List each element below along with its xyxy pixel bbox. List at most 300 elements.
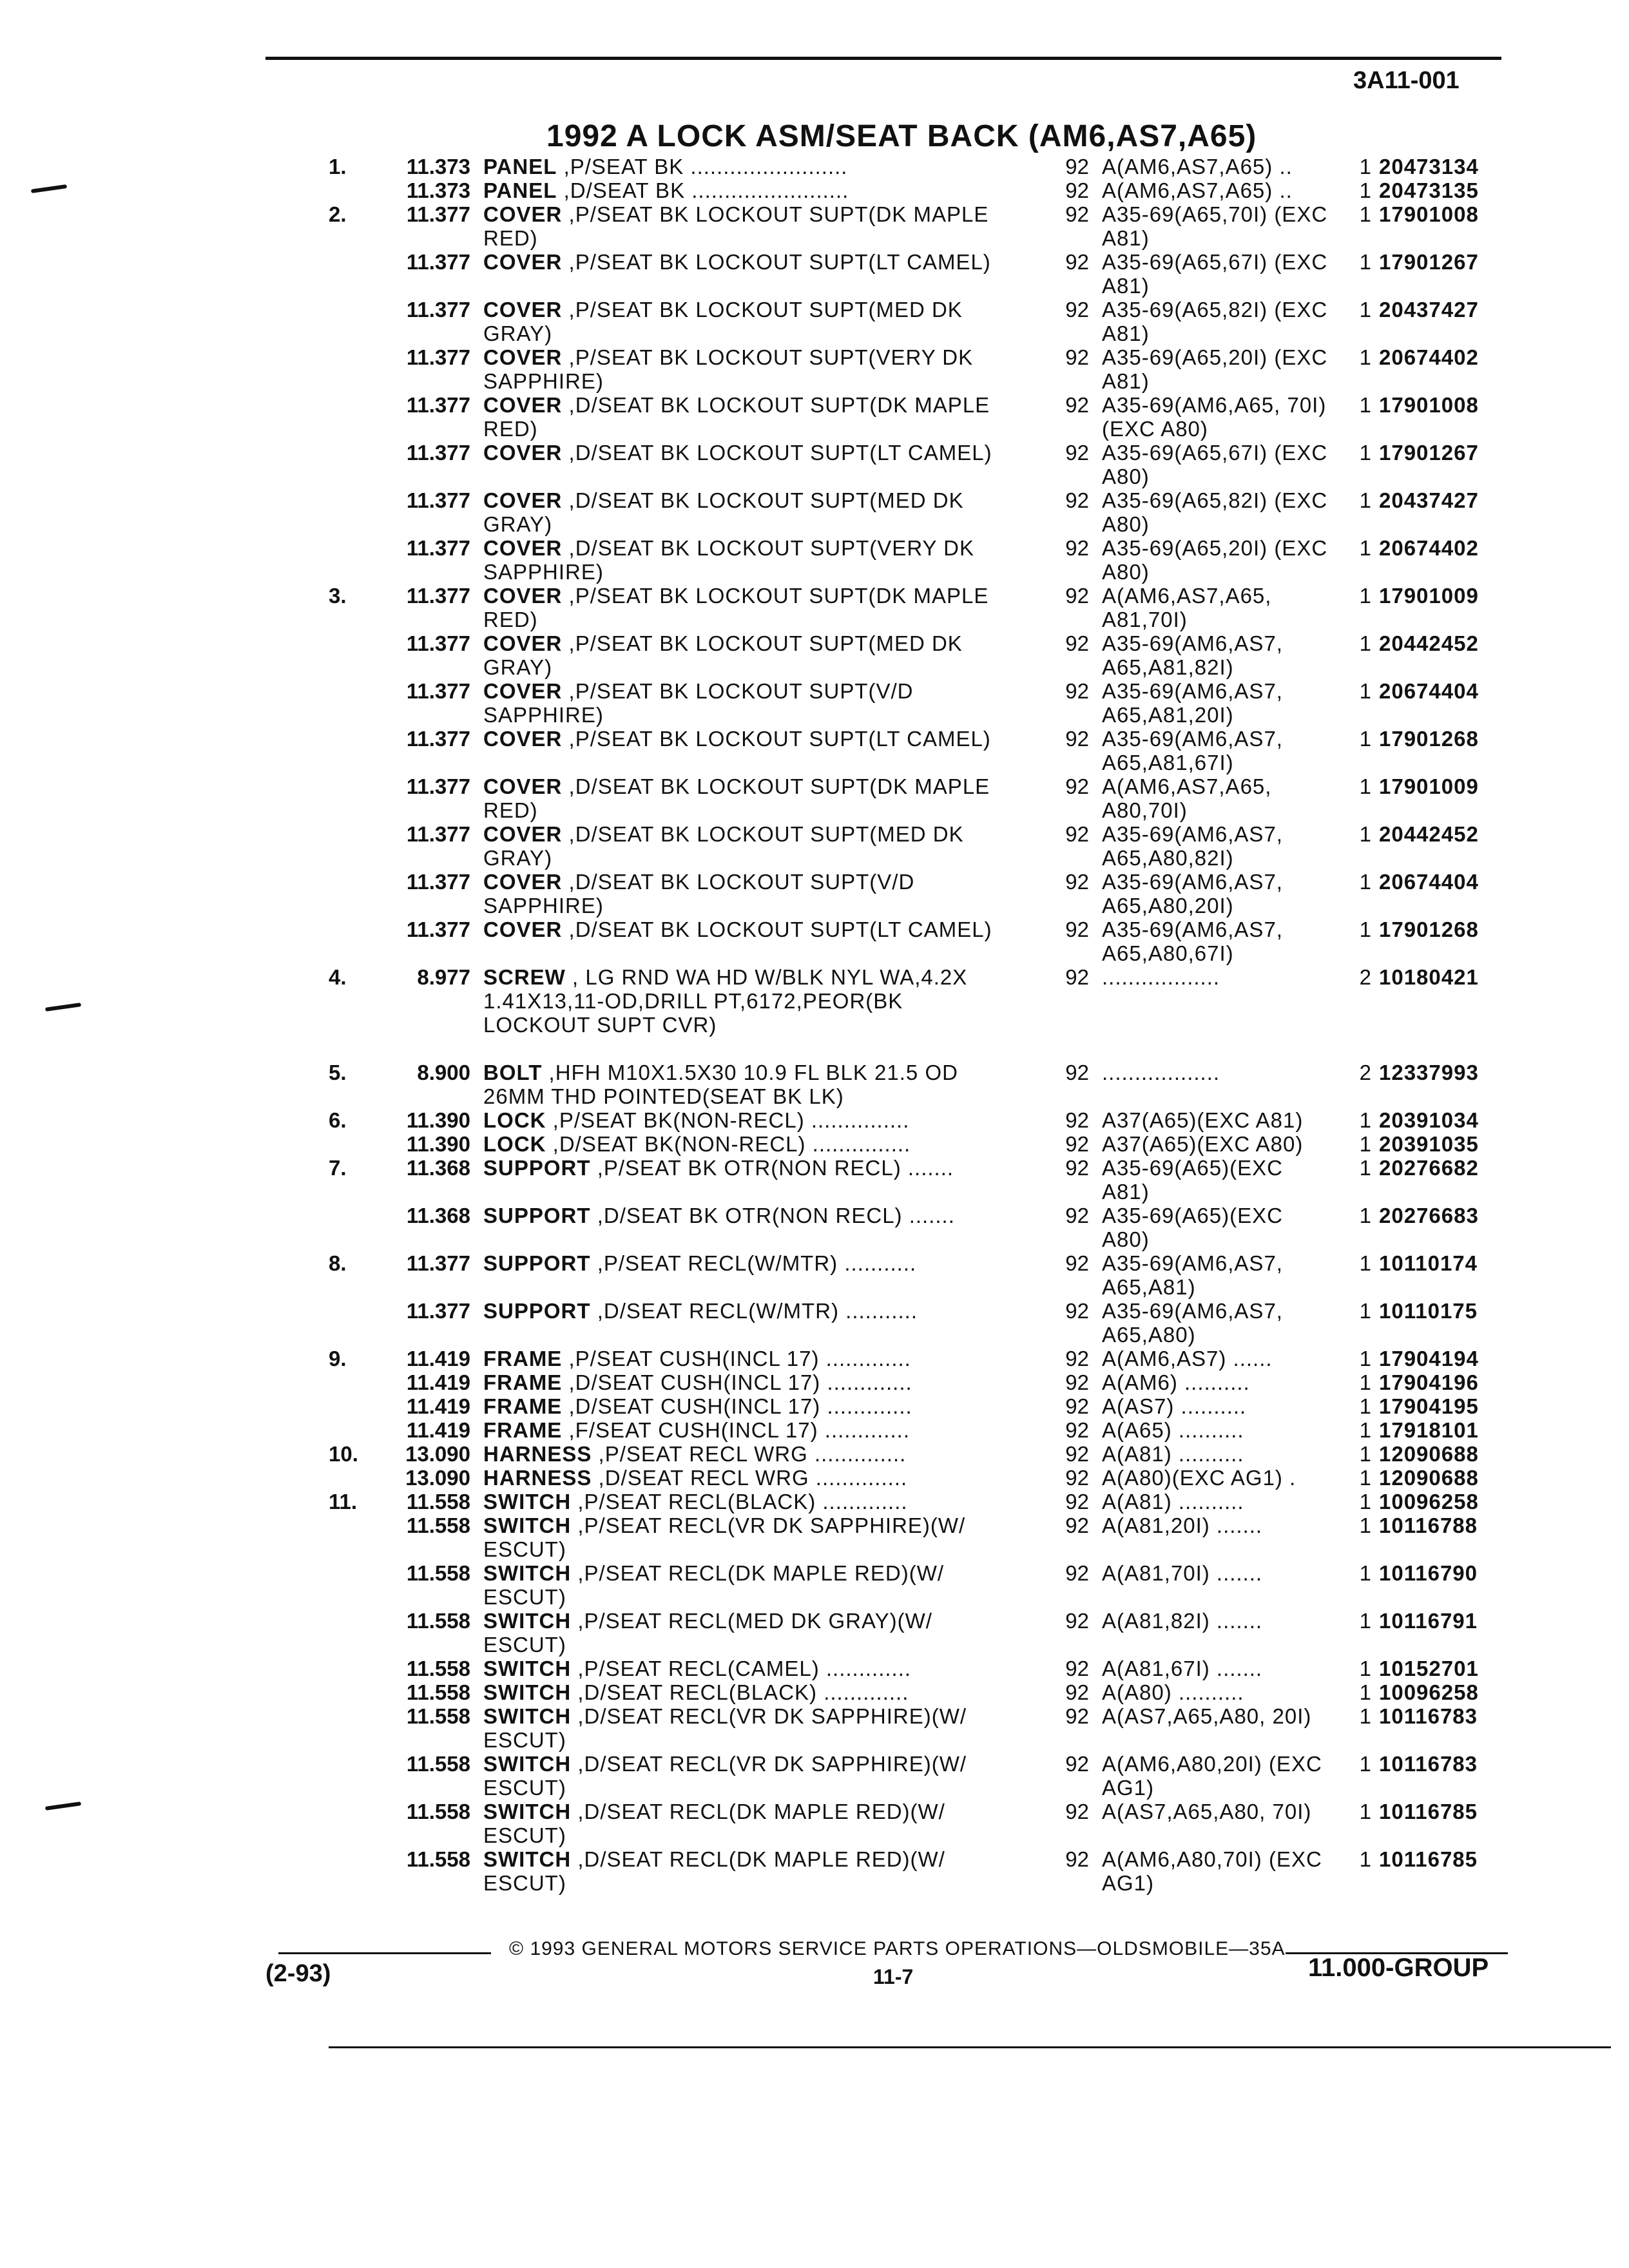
model-year: 92 <box>1065 1466 1089 1490</box>
illustration-number: 2. <box>329 202 347 226</box>
illustration-number: 10. <box>329 1442 358 1466</box>
part-number: 20391035 <box>1379 1132 1479 1156</box>
model-year: 92 <box>1065 393 1089 417</box>
part-detail: ,P/SEAT BK(NON-RECL) ............... <box>546 1108 910 1132</box>
part-name: COVER <box>483 918 563 941</box>
model-usage: A(A81,70I) ....... <box>1102 1561 1263 1585</box>
part-description <box>483 727 1012 751</box>
table-row <box>0 1704 1629 1752</box>
model-year: 92 <box>1065 1442 1089 1466</box>
part-detail: ,P/SEAT BK LOCKOUT SUPT(DK MAPLE RED) <box>483 584 989 631</box>
part-number: 17901009 <box>1379 584 1479 608</box>
model-usage: A35-69(A65)(EXC A80) <box>1102 1204 1283 1251</box>
part-name: COVER <box>483 774 563 798</box>
quantity: 1 <box>1359 1442 1371 1466</box>
illustration-number: 8. <box>329 1251 347 1275</box>
part-number: 10152701 <box>1379 1657 1479 1680</box>
part-detail: ,P/SEAT BK ........................ <box>557 155 848 178</box>
quantity: 1 <box>1359 1657 1371 1680</box>
table-row <box>0 822 1629 870</box>
part-name: BOLT <box>483 1061 543 1084</box>
quantity: 1 <box>1359 1752 1371 1776</box>
part-number: 10116785 <box>1379 1800 1478 1823</box>
model-usage: A(AS7) .......... <box>1102 1394 1247 1418</box>
part-detail: ,D/SEAT RECL(BLACK) ............. <box>571 1680 909 1704</box>
part-description <box>483 202 1012 250</box>
part-detail: ,D/SEAT BK LOCKOUT SUPT(MED DK GRAY) <box>483 488 964 536</box>
model-year: 92 <box>1065 1394 1089 1418</box>
table-row <box>0 202 1629 250</box>
part-name: SWITCH <box>483 1490 572 1514</box>
part-name: SWITCH <box>483 1704 572 1728</box>
part-description <box>483 631 1012 679</box>
footer-rule-left <box>278 1952 491 1954</box>
model-year: 92 <box>1065 1299 1089 1323</box>
table-row <box>0 1800 1629 1847</box>
part-name: COVER <box>483 298 563 322</box>
model-usage: A(A81) .......... <box>1102 1442 1244 1466</box>
part-number: 20473135 <box>1379 178 1479 202</box>
model-year: 92 <box>1065 1800 1089 1823</box>
model-usage: A35-69(A65,20I) (EXC A80) <box>1102 536 1328 584</box>
quantity: 1 <box>1359 918 1371 941</box>
quantity: 1 <box>1359 488 1371 512</box>
part-description <box>483 1347 1012 1370</box>
part-description <box>483 822 1012 870</box>
part-name: SWITCH <box>483 1561 572 1585</box>
quantity: 1 <box>1359 1514 1371 1537</box>
part-number: 10096258 <box>1379 1490 1479 1514</box>
illustration-number: 11. <box>329 1490 358 1514</box>
page-title: 1992 A LOCK ASM/SEAT BACK (AM6,AS7,A65) <box>546 119 1257 153</box>
part-detail: ,P/SEAT BK LOCKOUT SUPT(MED DK GRAY) <box>483 631 963 679</box>
part-description <box>483 178 1012 202</box>
model-usage: A35-69(A65)(EXC A81) <box>1102 1156 1283 1204</box>
part-number: 17901268 <box>1379 918 1479 941</box>
bottom-rule <box>329 2046 1611 2048</box>
parts-list <box>0 155 1629 1895</box>
part-detail: ,D/SEAT BK LOCKOUT SUPT(LT CAMEL) <box>562 441 992 465</box>
part-number: 10110175 <box>1379 1299 1478 1323</box>
model-usage: A35-69(A65,20I) (EXC A81) <box>1102 345 1328 393</box>
group-number: 11.558 <box>406 1490 470 1514</box>
model-year: 92 <box>1065 298 1089 322</box>
part-description <box>483 488 1012 536</box>
part-number: 20276682 <box>1379 1156 1479 1180</box>
top-rule <box>265 57 1501 60</box>
quantity: 1 <box>1359 1490 1371 1514</box>
model-usage: A(A65) .......... <box>1102 1418 1244 1442</box>
model-usage: .................. <box>1102 965 1220 989</box>
table-row <box>0 1347 1629 1370</box>
model-usage: A(AM6,A80,20I) (EXC AG1) <box>1102 1752 1322 1800</box>
part-detail: ,D/SEAT RECL(DK MAPLE RED)(W/ ESCUT) <box>483 1847 945 1895</box>
model-year: 92 <box>1065 631 1089 655</box>
illustration-number: 4. <box>329 965 347 989</box>
model-year: 92 <box>1065 536 1089 560</box>
model-usage: A(AM6,AS7,A65, A81,70I) <box>1102 584 1272 631</box>
page-number: 11-7 <box>873 1965 914 1988</box>
part-detail: ,D/SEAT RECL WRG .............. <box>592 1466 908 1490</box>
table-row <box>0 1514 1629 1561</box>
part-name: COVER <box>483 488 563 512</box>
part-detail: ,HFH M10X1.5X30 10.9 FL BLK 21.5 OD 26MM THD POINTED(SEAT BK LK) <box>483 1061 958 1108</box>
group-number: 11.419 <box>406 1347 470 1370</box>
group-number: 13.090 <box>405 1466 470 1490</box>
part-description <box>483 1418 1012 1442</box>
part-detail: ,D/SEAT RECL(VR DK SAPPHIRE)(W/ ESCUT) <box>483 1752 967 1800</box>
model-usage: A(A81) .......... <box>1102 1490 1244 1514</box>
part-description <box>483 1370 1012 1394</box>
table-row <box>0 1370 1629 1394</box>
model-year: 92 <box>1065 1680 1089 1704</box>
model-year: 92 <box>1065 918 1089 941</box>
part-number: 20442452 <box>1379 822 1479 846</box>
part-number: 10116788 <box>1379 1514 1478 1537</box>
part-detail: , LG RND WA HD W/BLK NYL WA,4.2X 1.41X13,11-OD,DRILL PT,6172,PEOR(BK LOCKOUT SUPT CVR) <box>483 965 968 1037</box>
table-row <box>0 1156 1629 1204</box>
group-number: 11.377 <box>406 298 470 322</box>
part-name: SWITCH <box>483 1657 572 1680</box>
part-number: 17904196 <box>1379 1370 1479 1394</box>
part-detail: ,P/SEAT BK LOCKOUT SUPT(VERY DK SAPPHIRE) <box>483 345 974 393</box>
table-row <box>0 1609 1629 1657</box>
part-description <box>483 1561 1012 1609</box>
part-detail: ,D/SEAT RECL(W/MTR) ........... <box>590 1299 918 1323</box>
part-name: COVER <box>483 679 563 703</box>
part-detail: ,D/SEAT BK LOCKOUT SUPT(DK MAPLE RED) <box>483 393 990 441</box>
model-usage: A35-69(AM6,AS7, A65,A81,67I) <box>1102 727 1283 774</box>
part-number: 12090688 <box>1379 1466 1479 1490</box>
group-number: 11.377 <box>406 250 470 274</box>
model-year: 92 <box>1065 1847 1089 1871</box>
part-detail: ,D/SEAT BK LOCKOUT SUPT(DK MAPLE RED) <box>483 774 990 822</box>
model-year: 92 <box>1065 1061 1089 1084</box>
part-detail: ,D/SEAT RECL(DK MAPLE RED)(W/ ESCUT) <box>483 1800 945 1847</box>
quantity: 1 <box>1359 774 1371 798</box>
group-number: 13.090 <box>405 1442 470 1466</box>
group-number: 11.419 <box>406 1418 470 1442</box>
part-description <box>483 1204 1012 1227</box>
part-detail: ,P/SEAT BK LOCKOUT SUPT(MED DK GRAY) <box>483 298 963 345</box>
part-number: 10116791 <box>1379 1609 1478 1633</box>
table-row <box>0 1061 1629 1108</box>
quantity: 1 <box>1359 631 1371 655</box>
model-year: 92 <box>1065 1347 1089 1370</box>
quantity: 1 <box>1359 393 1371 417</box>
model-year: 92 <box>1065 1418 1089 1442</box>
part-name: FRAME <box>483 1347 563 1370</box>
part-number: 20276683 <box>1379 1204 1479 1227</box>
group-number: 8.900 <box>417 1061 470 1084</box>
model-year: 92 <box>1065 774 1089 798</box>
part-number: 10110174 <box>1379 1251 1478 1275</box>
part-description <box>483 155 1012 178</box>
model-year: 92 <box>1065 441 1089 465</box>
part-detail: ,D/SEAT BK LOCKOUT SUPT(LT CAMEL) <box>562 918 992 941</box>
part-number: 10116790 <box>1379 1561 1478 1585</box>
group-number: 11.377 <box>406 441 470 465</box>
group-number: 11.377 <box>406 536 470 560</box>
table-row <box>0 536 1629 584</box>
group-number: 11.377 <box>406 202 470 226</box>
group-number: 11.419 <box>406 1394 470 1418</box>
part-description <box>483 1442 1012 1466</box>
part-detail: ,P/SEAT RECL(MED DK GRAY)(W/ ESCUT) <box>483 1609 932 1657</box>
model-usage: A(AM6,AS7,A65, A80,70I) <box>1102 774 1272 822</box>
illustration-number: 5. <box>329 1061 347 1084</box>
model-usage: A35-69(A65,70I) (EXC A81) <box>1102 202 1328 250</box>
group-number: 8.977 <box>417 965 470 989</box>
part-description <box>483 1752 1012 1800</box>
part-description <box>483 1299 1012 1323</box>
part-name: SUPPORT <box>483 1299 591 1323</box>
part-description <box>483 1490 1012 1514</box>
part-number: 20391034 <box>1379 1108 1479 1132</box>
table-row <box>0 178 1629 202</box>
part-name: COVER <box>483 584 563 608</box>
part-detail: ,D/SEAT CUSH(INCL 17) ............. <box>562 1394 912 1418</box>
model-year: 92 <box>1065 1704 1089 1728</box>
quantity: 1 <box>1359 727 1371 751</box>
table-row <box>0 1204 1629 1251</box>
part-description <box>483 1800 1012 1847</box>
quantity: 1 <box>1359 1132 1371 1156</box>
part-number: 17918101 <box>1379 1418 1479 1442</box>
model-year: 92 <box>1065 202 1089 226</box>
part-detail: ,P/SEAT RECL(CAMEL) ............. <box>571 1657 912 1680</box>
table-row <box>0 1680 1629 1704</box>
illustration-number: 7. <box>329 1156 347 1180</box>
model-usage: A35-69(AM6,AS7, A65,A81,20I) <box>1102 679 1283 727</box>
group-number: 11.377 <box>406 679 470 703</box>
part-detail: ,D/SEAT BK LOCKOUT SUPT(VERY DK SAPPHIRE) <box>483 536 974 584</box>
table-row <box>0 1752 1629 1800</box>
part-description <box>483 536 1012 584</box>
part-number: 17901008 <box>1379 393 1479 417</box>
part-detail: ,P/SEAT BK LOCKOUT SUPT(V/D SAPPHIRE) <box>483 679 914 727</box>
part-name: SCREW <box>483 965 566 989</box>
part-name: FRAME <box>483 1394 563 1418</box>
table-row <box>0 345 1629 393</box>
quantity: 1 <box>1359 1561 1371 1585</box>
part-description <box>483 1156 1012 1180</box>
table-row <box>0 918 1629 965</box>
part-number: 17904195 <box>1379 1394 1479 1418</box>
part-detail: ,D/SEAT BK LOCKOUT SUPT(V/D SAPPHIRE) <box>483 870 915 918</box>
model-year: 92 <box>1065 870 1089 894</box>
part-name: SUPPORT <box>483 1251 591 1275</box>
part-name: COVER <box>483 631 563 655</box>
group-number: 11.558 <box>406 1657 470 1680</box>
part-detail: ,D/SEAT BK OTR(NON RECL) ....... <box>590 1204 955 1227</box>
part-description <box>483 345 1012 393</box>
part-number: 17901267 <box>1379 250 1479 274</box>
quantity: 1 <box>1359 536 1371 560</box>
part-number: 20674404 <box>1379 870 1479 894</box>
revision-date: (2-93) <box>265 1960 331 1987</box>
model-year: 92 <box>1065 1514 1089 1537</box>
part-name: SUPPORT <box>483 1156 591 1180</box>
group-number: 11.377 <box>406 774 470 798</box>
table-row <box>0 774 1629 822</box>
part-detail: ,P/SEAT RECL(DK MAPLE RED)(W/ ESCUT) <box>483 1561 945 1609</box>
table-row <box>0 1251 1629 1299</box>
part-name: SWITCH <box>483 1800 572 1823</box>
part-description <box>483 918 1012 941</box>
group-number: 11.377 <box>406 345 470 369</box>
model-usage: A35-69(A65,82I) (EXC A80) <box>1102 488 1328 536</box>
part-number: 20674402 <box>1379 536 1479 560</box>
part-description <box>483 1657 1012 1680</box>
illustration-number: 3. <box>329 584 347 608</box>
model-year: 92 <box>1065 1156 1089 1180</box>
part-name: COVER <box>483 536 563 560</box>
quantity: 1 <box>1359 1847 1371 1871</box>
part-name: FRAME <box>483 1370 563 1394</box>
part-description <box>483 1680 1012 1704</box>
part-number: 17901268 <box>1379 727 1479 751</box>
part-detail: ,P/SEAT CUSH(INCL 17) ............. <box>562 1347 911 1370</box>
model-usage: A35-69(AM6,AS7, A65,A80,82I) <box>1102 822 1283 870</box>
model-usage: A35-69(AM6,AS7, A65,A80) <box>1102 1299 1283 1347</box>
group-number: 11.377 <box>406 631 470 655</box>
part-name: SWITCH <box>483 1514 572 1537</box>
quantity: 1 <box>1359 345 1371 369</box>
illustration-number: 1. <box>329 155 347 178</box>
part-name: FRAME <box>483 1418 563 1442</box>
group-number: 11.558 <box>406 1847 470 1871</box>
model-usage: A(A80)(EXC AG1) . <box>1102 1466 1296 1490</box>
model-year: 92 <box>1065 1657 1089 1680</box>
model-usage: A(AM6,AS7,A65) .. <box>1102 155 1293 178</box>
table-row <box>0 441 1629 488</box>
part-description <box>483 441 1012 465</box>
model-year: 92 <box>1065 178 1089 202</box>
table-row <box>0 1490 1629 1514</box>
quantity: 1 <box>1359 1299 1371 1323</box>
part-detail: ,D/SEAT BK ........................ <box>557 178 849 202</box>
table-row <box>0 1442 1629 1466</box>
part-name: COVER <box>483 202 563 226</box>
part-number: 10116783 <box>1379 1704 1478 1728</box>
quantity: 1 <box>1359 1156 1371 1180</box>
model-year: 92 <box>1065 1108 1089 1132</box>
part-name: PANEL <box>483 155 557 178</box>
part-number: 20674404 <box>1379 679 1479 703</box>
group-number: 11.419 <box>406 1370 470 1394</box>
part-name: LOCK <box>483 1132 546 1156</box>
part-description <box>483 679 1012 727</box>
model-year: 92 <box>1065 822 1089 846</box>
part-name: COVER <box>483 250 563 274</box>
group-number: 11.377 <box>406 870 470 894</box>
model-usage: A35-69(AM6,AS7, A65,A80,67I) <box>1102 918 1283 965</box>
quantity: 1 <box>1359 1370 1371 1394</box>
quantity: 1 <box>1359 1347 1371 1370</box>
model-usage: A(A81,20I) ....... <box>1102 1514 1263 1537</box>
quantity: 1 <box>1359 250 1371 274</box>
part-name: SWITCH <box>483 1752 572 1776</box>
model-year: 92 <box>1065 1561 1089 1585</box>
model-usage: A(AM6) .......... <box>1102 1370 1250 1394</box>
part-number: 17901009 <box>1379 774 1479 798</box>
part-detail: ,F/SEAT CUSH(INCL 17) ............. <box>562 1418 910 1442</box>
group-number: 11.558 <box>406 1800 470 1823</box>
part-number: 10096258 <box>1379 1680 1479 1704</box>
model-year: 92 <box>1065 1132 1089 1156</box>
illustration-number: 9. <box>329 1347 347 1370</box>
part-number: 10180421 <box>1379 965 1479 989</box>
table-row <box>0 250 1629 298</box>
table-row <box>0 679 1629 727</box>
part-description <box>483 1847 1012 1895</box>
quantity: 1 <box>1359 679 1371 703</box>
part-name: SWITCH <box>483 1847 572 1871</box>
part-description <box>483 774 1012 822</box>
model-year: 92 <box>1065 965 1089 989</box>
table-row <box>0 1847 1629 1895</box>
model-usage: A(AM6,A80,70I) (EXC AG1) <box>1102 1847 1322 1895</box>
part-detail: ,P/SEAT RECL(VR DK SAPPHIRE)(W/ ESCUT) <box>483 1514 966 1561</box>
quantity: 1 <box>1359 584 1371 608</box>
model-usage: A(A81,67I) ....... <box>1102 1657 1263 1680</box>
part-name: LOCK <box>483 1108 546 1132</box>
table-row <box>0 870 1629 918</box>
model-usage: A37(A65)(EXC A81) <box>1102 1108 1304 1132</box>
quantity: 1 <box>1359 870 1371 894</box>
quantity: 1 <box>1359 1418 1371 1442</box>
group-number: 11.377 <box>406 1251 470 1275</box>
part-number: 12090688 <box>1379 1442 1479 1466</box>
part-name: SWITCH <box>483 1680 572 1704</box>
group-number: 11.377 <box>406 584 470 608</box>
part-number: 20473134 <box>1379 155 1479 178</box>
part-name: COVER <box>483 393 563 417</box>
model-usage: A(AS7,A65,A80, 20I) <box>1102 1704 1312 1728</box>
part-number: 17901008 <box>1379 202 1479 226</box>
group-number: 11.377 <box>406 727 470 751</box>
group-number: 11.373 <box>406 155 470 178</box>
part-description <box>483 965 1012 1037</box>
table-row <box>0 631 1629 679</box>
model-usage: A35-69(AM6,AS7, A65,A81) <box>1102 1251 1283 1299</box>
part-number: 12337993 <box>1379 1061 1479 1084</box>
quantity: 1 <box>1359 178 1371 202</box>
table-row <box>0 1299 1629 1347</box>
quantity: 1 <box>1359 1394 1371 1418</box>
table-row <box>0 965 1629 1037</box>
part-name: HARNESS <box>483 1442 592 1466</box>
part-description <box>483 1514 1012 1561</box>
illustration-number: 6. <box>329 1108 347 1132</box>
group-number: 11.377 <box>406 918 470 941</box>
quantity: 1 <box>1359 822 1371 846</box>
group-number: 11.368 <box>406 1204 470 1227</box>
part-number: 10116785 <box>1379 1847 1478 1871</box>
model-year: 92 <box>1065 1609 1089 1633</box>
quantity: 1 <box>1359 1251 1371 1275</box>
table-row <box>0 1657 1629 1680</box>
part-detail: ,P/SEAT BK LOCKOUT SUPT(LT CAMEL) <box>562 727 991 751</box>
model-usage: A35-69(A65,82I) (EXC A81) <box>1102 298 1328 345</box>
group-number: 11.390 <box>406 1108 470 1132</box>
group-number: 11.377 <box>406 1299 470 1323</box>
group-number: 11.377 <box>406 393 470 417</box>
group-number: 11.368 <box>406 1156 470 1180</box>
group-number: 11.558 <box>406 1752 470 1776</box>
part-detail: ,P/SEAT BK OTR(NON RECL) ....... <box>590 1156 954 1180</box>
